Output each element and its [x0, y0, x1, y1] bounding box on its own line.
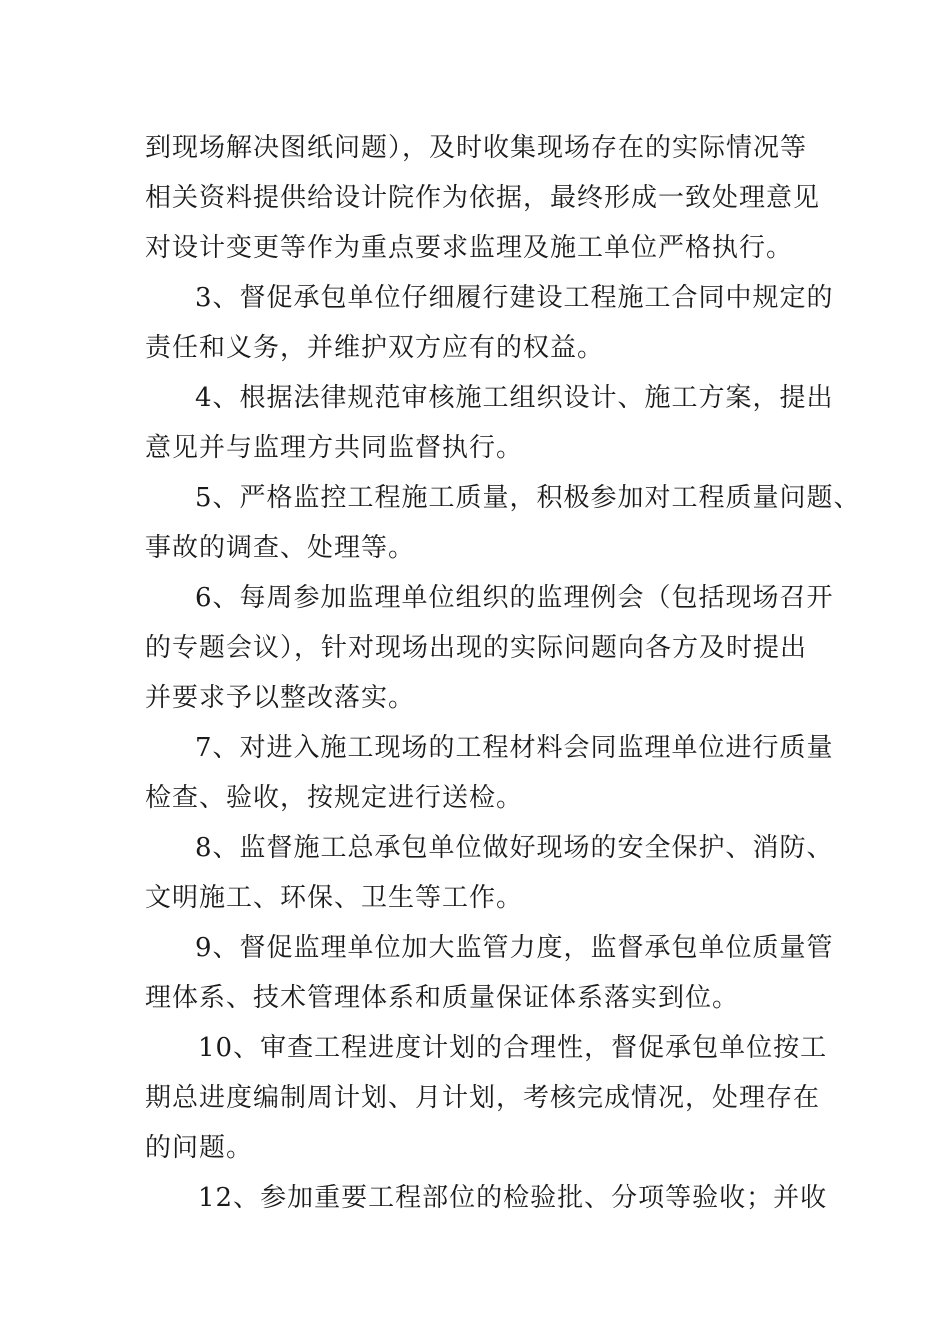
text-line: 理体系、技术管理体系和质量保证体系落实到位。 [145, 983, 740, 1013]
text-line: 对设计变更等作为重点要求监理及施工单位严格执行。 [145, 233, 794, 263]
text-line: 到现场解决图纸问题），及时收集现场存在的实际情况等 [145, 133, 808, 163]
paragraph-6-start: 6、每周参加监理单位组织的监理例会（包括现场召开 [195, 583, 834, 613]
text-line: 期总进度编制周计划、月计划，考核完成情况，处理存在 [145, 1083, 821, 1113]
paragraph-12-start: 12、参加重要工程部位的检验批、分项等验收；并收 [198, 1183, 828, 1213]
paragraph-4-start: 4、根据法律规范审核施工组织设计、施工方案，提出 [195, 383, 834, 413]
text-line: 相关资料提供给设计院作为依据，最终形成一致处理意见 [145, 183, 821, 213]
text-line: 文明施工、环保、卫生等工作。 [145, 883, 524, 913]
text-line: 并要求予以整改落实。 [145, 683, 416, 713]
text-line: 意见并与监理方共同监督执行。 [145, 433, 524, 463]
paragraph-10-start: 10、审查工程进度计划的合理性，督促承包单位按工 [198, 1033, 828, 1063]
text-line: 检查、验收，按规定进行送检。 [145, 783, 524, 813]
paragraph-8-start: 8、监督施工总承包单位做好现场的安全保护、消防、 [195, 833, 834, 863]
text-line: 的问题。 [145, 1133, 254, 1163]
text-line: 事故的调查、处理等。 [145, 533, 416, 563]
paragraph-3-start: 3、督促承包单位仔细履行建设工程施工合同中规定的 [195, 283, 834, 313]
paragraph-5-start: 5、严格监控工程施工质量，积极参加对工程质量问题、 [195, 483, 861, 513]
text-line: 的专题会议），针对现场出现的实际问题向各方及时提出 [145, 633, 808, 663]
paragraph-9-start: 9、督促监理单位加大监管力度，监督承包单位质量管 [195, 933, 834, 963]
text-line: 责任和义务，并维护双方应有的权益。 [145, 333, 605, 363]
paragraph-7-start: 7、对进入施工现场的工程材料会同监理单位进行质量 [195, 733, 834, 763]
